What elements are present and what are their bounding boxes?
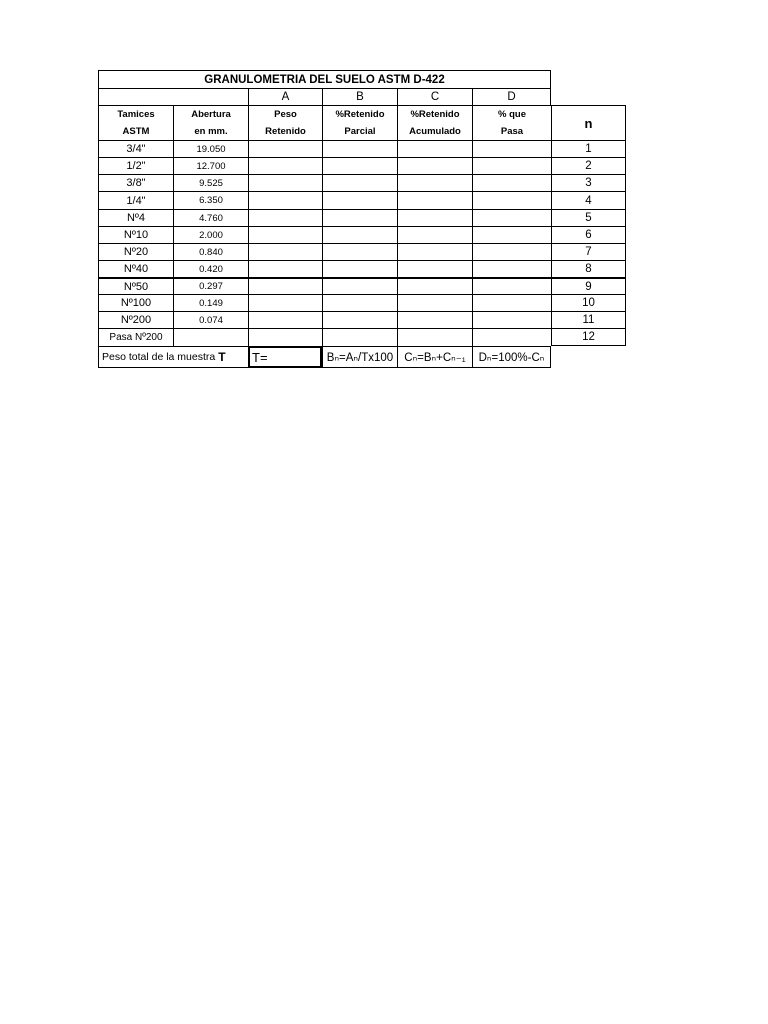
table-row	[98, 294, 626, 311]
peso-retenido-cell[interactable]	[248, 328, 322, 346]
sheet-title[interactable]: GRANULOMETRIA DEL SUELO ASTM D-422	[98, 70, 551, 88]
retenido-parcial-cell[interactable]	[322, 191, 397, 209]
table-row	[98, 174, 626, 191]
tamiz-cell[interactable]: 1/2"	[98, 157, 173, 174]
header-retenido-parcial[interactable]	[322, 105, 397, 140]
header-que-pasa-line1: % que	[498, 109, 526, 120]
row-number-cell[interactable]: 5	[551, 209, 626, 226]
column-letter-row	[98, 88, 626, 105]
retenido-parcial-cell[interactable]	[322, 243, 397, 260]
total-weight-label-text: Peso total de la muestra	[102, 351, 216, 363]
header-ret-parcial-line1: %Retenido	[335, 109, 385, 120]
peso-retenido-cell[interactable]	[248, 243, 322, 260]
retenido-acumulado-cell[interactable]	[397, 140, 472, 157]
retenido-acumulado-cell[interactable]	[397, 209, 472, 226]
que-pasa-cell[interactable]	[472, 191, 551, 209]
row-number-cell[interactable]: 11	[551, 311, 626, 328]
que-pasa-cell[interactable]	[472, 243, 551, 260]
granulometry-sheet	[98, 70, 626, 368]
header-abertura-line2: en mm.	[194, 126, 228, 137]
row-number-cell[interactable]: 2	[551, 157, 626, 174]
peso-retenido-cell[interactable]	[248, 209, 322, 226]
abertura-cell[interactable]: 2.000	[173, 226, 248, 243]
tamiz-cell[interactable]: Nº20	[98, 243, 173, 260]
row-number-cell[interactable]: 4	[551, 191, 626, 209]
retenido-parcial-cell[interactable]	[322, 140, 397, 157]
retenido-parcial-cell[interactable]	[322, 209, 397, 226]
retenido-acumulado-cell[interactable]	[397, 191, 472, 209]
header-peso-line1: Peso	[274, 109, 297, 120]
tamiz-cell[interactable]: 1/4"	[98, 191, 173, 209]
abertura-cell[interactable]: 4.760	[173, 209, 248, 226]
peso-retenido-cell[interactable]	[248, 157, 322, 174]
peso-retenido-cell[interactable]	[248, 311, 322, 328]
header-tamices-line2: ASTM	[122, 126, 150, 137]
header-n[interactable]: n	[551, 105, 626, 140]
que-pasa-cell[interactable]	[472, 209, 551, 226]
tamiz-cell[interactable]: Nº4	[98, 209, 173, 226]
peso-retenido-cell[interactable]	[248, 277, 322, 294]
row-number-cell[interactable]: 1	[551, 140, 626, 157]
tamiz-cell[interactable]: 3/8"	[98, 174, 173, 191]
que-pasa-cell[interactable]	[472, 226, 551, 243]
table-row	[98, 311, 626, 328]
data-rows	[98, 140, 626, 346]
header-peso-line2: Retenido	[265, 126, 306, 137]
retenido-acumulado-cell[interactable]	[397, 311, 472, 328]
abertura-cell[interactable]: 0.420	[173, 260, 248, 277]
retenido-parcial-cell[interactable]	[322, 174, 397, 191]
header-ret-acum-line2: Acumulado	[409, 126, 461, 137]
header-abertura[interactable]	[173, 105, 248, 140]
retenido-acumulado-cell[interactable]	[397, 174, 472, 191]
header-row	[98, 105, 626, 140]
abertura-cell[interactable]	[173, 328, 248, 346]
retenido-acumulado-cell[interactable]	[397, 294, 472, 311]
column-letter-b[interactable]: B	[322, 88, 397, 105]
header-retenido-acumulado[interactable]	[397, 105, 472, 140]
que-pasa-cell[interactable]	[472, 140, 551, 157]
column-letter-d[interactable]: D	[472, 88, 551, 105]
formula-c[interactable]: Cₙ=Bₙ+Cₙ₋₁	[397, 346, 472, 368]
tamiz-cell[interactable]: Nº100	[98, 294, 173, 311]
peso-retenido-cell[interactable]	[248, 294, 322, 311]
que-pasa-cell[interactable]	[472, 294, 551, 311]
abertura-cell[interactable]: 6.350	[173, 191, 248, 209]
retenido-parcial-cell[interactable]	[322, 311, 397, 328]
tamiz-cell[interactable]: Nº200	[98, 311, 173, 328]
total-weight-symbol: T	[218, 350, 226, 364]
peso-retenido-cell[interactable]	[248, 174, 322, 191]
abertura-cell[interactable]: 19.050	[173, 140, 248, 157]
row-number-cell[interactable]: 12	[551, 328, 626, 346]
header-tamices[interactable]	[98, 105, 173, 140]
formula-b[interactable]: Bₙ=Aₙ/Tx100	[322, 346, 397, 368]
peso-retenido-cell[interactable]	[248, 260, 322, 277]
peso-retenido-cell[interactable]	[248, 140, 322, 157]
retenido-acumulado-cell[interactable]	[397, 243, 472, 260]
header-que-pasa[interactable]	[472, 105, 551, 140]
abertura-cell[interactable]: 9.525	[173, 174, 248, 191]
header-ret-parcial-line2: Parcial	[344, 126, 376, 137]
retenido-parcial-cell[interactable]	[322, 328, 397, 346]
retenido-parcial-cell[interactable]	[322, 226, 397, 243]
retenido-acumulado-cell[interactable]	[397, 226, 472, 243]
row-number-cell[interactable]: 9	[551, 277, 626, 294]
row-number-cell[interactable]: 7	[551, 243, 626, 260]
table-row	[98, 191, 626, 209]
abertura-cell[interactable]: 0.074	[173, 311, 248, 328]
row-number-cell[interactable]: 10	[551, 294, 626, 311]
row-number-cell[interactable]: 8	[551, 260, 626, 277]
que-pasa-cell[interactable]	[472, 260, 551, 277]
table-row	[98, 260, 626, 277]
table-row	[98, 140, 626, 157]
abertura-cell[interactable]: 0.149	[173, 294, 248, 311]
peso-retenido-cell[interactable]	[248, 226, 322, 243]
que-pasa-cell[interactable]	[472, 277, 551, 294]
retenido-parcial-cell[interactable]	[322, 260, 397, 277]
retenido-acumulado-cell[interactable]	[397, 260, 472, 277]
retenido-parcial-cell[interactable]	[322, 277, 397, 294]
table-row	[98, 226, 626, 243]
blank-letter-cell[interactable]	[98, 88, 248, 105]
header-peso-retenido[interactable]	[248, 105, 322, 140]
table-row	[98, 209, 626, 226]
table-row	[98, 243, 626, 260]
formula-d[interactable]: Dₙ=100%-Cₙ	[472, 346, 551, 368]
peso-retenido-cell[interactable]	[248, 191, 322, 209]
table-row	[98, 277, 626, 294]
que-pasa-cell[interactable]	[472, 311, 551, 328]
header-ret-acum-line1: %Retenido	[410, 109, 460, 120]
abertura-cell[interactable]: 0.297	[173, 277, 248, 294]
que-pasa-cell[interactable]	[472, 174, 551, 191]
tamiz-cell[interactable]: Nº10	[98, 226, 173, 243]
footer-row	[98, 346, 626, 368]
title-row	[98, 70, 626, 88]
table-row	[98, 328, 626, 346]
total-weight-label[interactable]	[98, 346, 248, 368]
header-abertura-line1: Abertura	[191, 109, 231, 120]
column-letter-a[interactable]: A	[248, 88, 322, 105]
tamiz-cell[interactable]: Nº40	[98, 260, 173, 277]
table-row	[98, 157, 626, 174]
total-weight-input[interactable]: T=	[248, 346, 322, 368]
que-pasa-cell[interactable]	[472, 328, 551, 346]
column-letter-c[interactable]: C	[397, 88, 472, 105]
retenido-parcial-cell[interactable]	[322, 157, 397, 174]
abertura-cell[interactable]: 12.700	[173, 157, 248, 174]
retenido-acumulado-cell[interactable]	[397, 157, 472, 174]
abertura-cell[interactable]: 0.840	[173, 243, 248, 260]
tamiz-cell[interactable]: Pasa Nº200	[98, 328, 173, 346]
retenido-acumulado-cell[interactable]	[397, 277, 472, 294]
retenido-parcial-cell[interactable]	[322, 294, 397, 311]
row-number-cell[interactable]: 6	[551, 226, 626, 243]
que-pasa-cell[interactable]	[472, 157, 551, 174]
header-tamices-line1: Tamices	[117, 109, 155, 120]
tamiz-cell[interactable]: Nº50	[98, 277, 173, 294]
header-que-pasa-line2: Pasa	[500, 126, 524, 137]
retenido-acumulado-cell[interactable]	[397, 328, 472, 346]
tamiz-cell[interactable]: 3/4"	[98, 140, 173, 157]
row-number-cell[interactable]: 3	[551, 174, 626, 191]
